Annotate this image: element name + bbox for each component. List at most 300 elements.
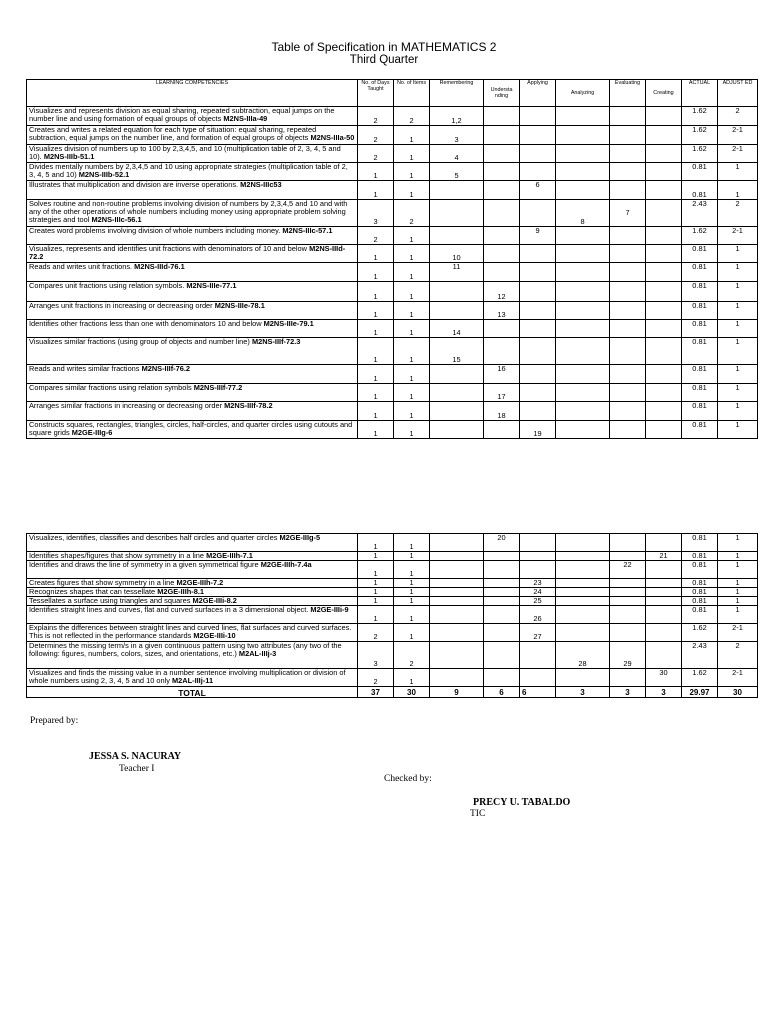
- remembering-cell: [430, 181, 484, 200]
- understanding-cell: [484, 579, 520, 588]
- days-cell: 2: [358, 145, 394, 163]
- competency-code: M2NS-IIIa-50: [310, 133, 355, 142]
- actual-cell: 2.43: [682, 642, 718, 669]
- days-cell: 1: [358, 282, 394, 302]
- items-cell: 2: [394, 642, 430, 669]
- understanding-cell: 16: [484, 365, 520, 384]
- analyzing-cell: [556, 245, 610, 263]
- analyzing-cell: [556, 606, 610, 624]
- understanding-cell: [484, 642, 520, 669]
- remembering-cell: 10: [430, 245, 484, 263]
- understanding-cell: [484, 597, 520, 606]
- remembering-cell: [430, 384, 484, 402]
- table-row: [27, 365, 758, 384]
- competency-cell: [27, 534, 358, 552]
- applying-cell: 6: [520, 181, 556, 200]
- days-cell: 1: [358, 163, 394, 181]
- adjusted-cell: 1: [718, 320, 758, 338]
- creating-cell: [646, 282, 682, 302]
- actual-cell: 0.81: [682, 402, 718, 421]
- analyzing-cell: [556, 163, 610, 181]
- adjusted-cell: 1: [718, 302, 758, 320]
- actual-cell: 0.81: [682, 534, 718, 552]
- evaluating-cell: [610, 282, 646, 302]
- adjusted-cell: 1: [718, 263, 758, 282]
- adjusted-cell: 2-1: [718, 227, 758, 245]
- col-header-remembering: Remembering: [430, 80, 484, 107]
- competency-cell: [27, 365, 358, 384]
- analyzing-cell: [556, 561, 610, 579]
- applying-cell: [520, 263, 556, 282]
- analyzing-cell: [556, 263, 610, 282]
- remembering-cell: [430, 302, 484, 320]
- adjusted-cell: 2-1: [718, 669, 758, 687]
- items-cell: 1: [394, 624, 430, 642]
- days-cell: 1: [358, 181, 394, 200]
- col-header-analyzing: Analyzing: [556, 80, 610, 107]
- competency-text: Visualizes, identifies, classifies and describes half circles and quarter circles: [29, 533, 278, 542]
- competency-text: Identifies other fractions less than one with denominators 10 and below: [29, 319, 262, 328]
- evaluating-cell: [610, 669, 646, 687]
- creating-cell: [646, 107, 682, 126]
- adjusted-cell: 1: [718, 421, 758, 439]
- evaluating-cell: [610, 606, 646, 624]
- evaluating-cell: 22: [610, 561, 646, 579]
- remembering-cell: 11: [430, 263, 484, 282]
- items-cell: 1: [394, 227, 430, 245]
- competency-text: Recognizes shapes that can tessellate: [29, 587, 156, 596]
- competency-text: Identifies straight lines and curves, flat and curved surfaces in a 3 dimensional object.: [29, 605, 309, 614]
- competency-text: Illustrates that multiplication and division are inverse operations.: [29, 180, 239, 189]
- total-items: 30: [394, 687, 430, 698]
- applying-cell: 24: [520, 588, 556, 597]
- actual-cell: 0.81: [682, 302, 718, 320]
- evaluating-cell: [610, 302, 646, 320]
- remembering-cell: [430, 624, 484, 642]
- actual-cell: 0.81: [682, 421, 718, 439]
- evaluating-cell: [610, 365, 646, 384]
- understanding-cell: [484, 263, 520, 282]
- competency-cell: [27, 200, 358, 227]
- items-cell: 1: [394, 145, 430, 163]
- evaluating-cell: [610, 145, 646, 163]
- remembering-cell: [430, 534, 484, 552]
- table-header-row: [27, 80, 758, 107]
- items-cell: 1: [394, 421, 430, 439]
- creating-cell: [646, 145, 682, 163]
- table-row: [27, 227, 758, 245]
- understanding-cell: [484, 421, 520, 439]
- applying-cell: 23: [520, 579, 556, 588]
- total-adjusted: 30: [718, 687, 758, 698]
- checker-title: TIC: [470, 809, 486, 819]
- adjusted-cell: 2-1: [718, 126, 758, 145]
- adjusted-cell: 1: [718, 534, 758, 552]
- total-evaluating: 3: [610, 687, 646, 698]
- remembering-cell: [430, 421, 484, 439]
- competency-text: Constructs squares, rectangles, triangles, circles, half-circles, and quarter circles using cutouts and square grids: [29, 420, 353, 437]
- competency-text: Creates and writes a related equation for each type of situation: equal sharing, repeated subtraction, equal jumps on the number line, and formation of equal groups of objects: [29, 125, 317, 142]
- applying-cell: [520, 561, 556, 579]
- analyzing-cell: [556, 534, 610, 552]
- items-cell: 1: [394, 163, 430, 181]
- items-cell: 1: [394, 402, 430, 421]
- table-row: [27, 163, 758, 181]
- days-cell: 1: [358, 263, 394, 282]
- competency-cell: [27, 579, 358, 588]
- days-cell: 1: [358, 402, 394, 421]
- creating-cell: [646, 320, 682, 338]
- evaluating-cell: [610, 402, 646, 421]
- applying-cell: 19: [520, 421, 556, 439]
- creating-cell: [646, 365, 682, 384]
- table-row: [27, 181, 758, 200]
- competency-code: M2NS-IIIb-52.1: [78, 170, 130, 179]
- table-row: [27, 624, 758, 642]
- remembering-cell: 5: [430, 163, 484, 181]
- applying-cell: [520, 302, 556, 320]
- competency-code: M2GE-IIIh-7.2: [176, 578, 224, 587]
- remembering-cell: [430, 606, 484, 624]
- analyzing-cell: [556, 384, 610, 402]
- col-header-actual: ACTUAL: [682, 80, 718, 107]
- days-cell: 2: [358, 624, 394, 642]
- days-cell: 1: [358, 320, 394, 338]
- items-cell: 1: [394, 579, 430, 588]
- total-understanding: 6: [484, 687, 520, 698]
- analyzing-cell: [556, 579, 610, 588]
- competency-cell: [27, 669, 358, 687]
- competency-code: M2NS-IIIf-78.2: [224, 401, 273, 410]
- analyzing-cell: [556, 365, 610, 384]
- analyzing-cell: 28: [556, 642, 610, 669]
- competency-cell: [27, 338, 358, 365]
- evaluating-cell: [610, 552, 646, 561]
- understanding-cell: [484, 181, 520, 200]
- analyzing-cell: [556, 402, 610, 421]
- days-cell: 1: [358, 365, 394, 384]
- table-row: [27, 320, 758, 338]
- understanding-cell: [484, 145, 520, 163]
- total-applying: 6: [520, 687, 556, 698]
- adjusted-cell: 2-1: [718, 624, 758, 642]
- evaluating-cell: [610, 624, 646, 642]
- analyzing-cell: [556, 669, 610, 687]
- competency-code: M2NS-IIIc53: [240, 180, 282, 189]
- adjusted-cell: 1: [718, 597, 758, 606]
- actual-cell: 1.62: [682, 669, 718, 687]
- table-row: [27, 282, 758, 302]
- items-cell: 1: [394, 384, 430, 402]
- items-cell: 1: [394, 263, 430, 282]
- actual-cell: 0.81: [682, 384, 718, 402]
- competency-text: Determines the missing term/s in a given continuous pattern using two attributes (any two of the following: figures, numbers, colors, sizes, and orientations, etc.): [29, 641, 342, 658]
- days-cell: 1: [358, 552, 394, 561]
- competency-code: M2NS-IIIe-79.1: [263, 319, 314, 328]
- items-cell: 1: [394, 561, 430, 579]
- competency-cell: [27, 624, 358, 642]
- table-row: [27, 606, 758, 624]
- analyzing-cell: [556, 338, 610, 365]
- days-cell: 1: [358, 245, 394, 263]
- competency-text: Visualizes and finds the missing value in a number sentence involving multiplication or division of whole numbers using 2, 3, 4, 5 and 10 only: [29, 668, 346, 685]
- adjusted-cell: 2: [718, 200, 758, 227]
- understanding-cell: [484, 126, 520, 145]
- days-cell: 3: [358, 642, 394, 669]
- competency-cell: [27, 421, 358, 439]
- checker-name: PRECY U. TABALDO: [473, 797, 571, 808]
- applying-cell: [520, 126, 556, 145]
- remembering-cell: [430, 669, 484, 687]
- remembering-cell: [430, 402, 484, 421]
- items-cell: 1: [394, 365, 430, 384]
- applying-cell: [520, 163, 556, 181]
- col-header-applying: Applying: [520, 80, 556, 107]
- competency-code: M2GE-IIIi-10: [193, 631, 236, 640]
- creating-cell: [646, 181, 682, 200]
- actual-cell: 0.81: [682, 588, 718, 597]
- actual-cell: 0.81: [682, 163, 718, 181]
- competency-cell: [27, 245, 358, 263]
- adjusted-cell: 1: [718, 245, 758, 263]
- col-header-creating: Creating: [646, 80, 682, 107]
- competency-code: M2GE-IIIi-8.2: [192, 596, 237, 605]
- adjusted-cell: 1: [718, 552, 758, 561]
- items-cell: 1: [394, 552, 430, 561]
- days-cell: 1: [358, 421, 394, 439]
- remembering-cell: [430, 597, 484, 606]
- competency-cell: [27, 181, 358, 200]
- applying-cell: [520, 282, 556, 302]
- competency-code: M2NS-IIIf-72.3: [251, 337, 301, 346]
- understanding-cell: 20: [484, 534, 520, 552]
- total-days: 37: [358, 687, 394, 698]
- items-cell: 1: [394, 282, 430, 302]
- competency-cell: [27, 107, 358, 126]
- actual-cell: 0.81: [682, 338, 718, 365]
- understanding-cell: 13: [484, 302, 520, 320]
- days-cell: 2: [358, 669, 394, 687]
- competency-text: Compares similar fractions using relation symbols: [29, 383, 192, 392]
- col-header-items: No. of Items: [394, 80, 430, 107]
- analyzing-cell: [556, 126, 610, 145]
- competency-text: Arranges similar fractions in increasing or decreasing order: [29, 401, 223, 410]
- competency-text: Reads and writes unit fractions.: [29, 262, 133, 271]
- competency-code: M2NS-IIIc-57.1: [282, 226, 333, 235]
- analyzing-cell: [556, 588, 610, 597]
- adjusted-cell: 1: [718, 282, 758, 302]
- preparer-title: Teacher I: [119, 764, 155, 774]
- total-analyzing: 3: [556, 687, 610, 698]
- understanding-cell: [484, 624, 520, 642]
- col-header-competency: LEARNING COMPETENCIES: [27, 80, 358, 107]
- understanding-cell: [484, 227, 520, 245]
- remembering-cell: 4: [430, 145, 484, 163]
- evaluating-cell: [610, 263, 646, 282]
- actual-cell: 2.43: [682, 200, 718, 227]
- adjusted-cell: 1: [718, 163, 758, 181]
- actual-cell: 0.81: [682, 606, 718, 624]
- actual-cell: 0.81: [682, 320, 718, 338]
- items-cell: 1: [394, 534, 430, 552]
- actual-cell: 0.81: [682, 579, 718, 588]
- creating-cell: [646, 402, 682, 421]
- applying-cell: 27: [520, 624, 556, 642]
- creating-cell: 30: [646, 669, 682, 687]
- competency-text: Compares unit fractions using relation symbols.: [29, 281, 185, 290]
- creating-cell: [646, 338, 682, 365]
- competency-code: M2NS-IIIe-78.1: [214, 301, 265, 310]
- evaluating-cell: 29: [610, 642, 646, 669]
- table-row: [27, 107, 758, 126]
- document-title: Table of Specification in MATHEMATICS 2: [271, 40, 497, 54]
- understanding-cell: [484, 163, 520, 181]
- competency-cell: [27, 227, 358, 245]
- remembering-cell: [430, 365, 484, 384]
- applying-cell: 25: [520, 597, 556, 606]
- applying-cell: [520, 642, 556, 669]
- table-row: [27, 402, 758, 421]
- competency-cell: [27, 384, 358, 402]
- understanding-cell: [484, 200, 520, 227]
- understanding-cell: [484, 320, 520, 338]
- creating-cell: [646, 126, 682, 145]
- adjusted-cell: 1: [718, 365, 758, 384]
- days-cell: 2: [358, 107, 394, 126]
- creating-cell: [646, 263, 682, 282]
- competency-code: M2NS-IIIf-77.2: [193, 383, 243, 392]
- items-cell: 1: [394, 181, 430, 200]
- evaluating-cell: [610, 126, 646, 145]
- analyzing-cell: [556, 302, 610, 320]
- applying-cell: [520, 402, 556, 421]
- evaluating-cell: [610, 338, 646, 365]
- creating-cell: [646, 227, 682, 245]
- competency-text: Visualizes similar fractions (using group of objects and number line): [29, 337, 250, 346]
- items-cell: 1: [394, 126, 430, 145]
- analyzing-cell: [556, 597, 610, 606]
- table-row: [27, 579, 758, 588]
- remembering-cell: [430, 579, 484, 588]
- prepared-by-label: Prepared by:: [30, 716, 79, 726]
- days-cell: 2: [358, 126, 394, 145]
- table-row: [27, 421, 758, 439]
- items-cell: 2: [394, 200, 430, 227]
- remembering-cell: [430, 561, 484, 579]
- competency-text: Explains the differences between straight lines and curved lines, flat surfaces and curved surfaces. This is not reflected in the performance standards: [29, 623, 352, 640]
- competency-code: M2NS-IIIa-49: [223, 114, 268, 123]
- document-subtitle: Third Quarter: [349, 54, 419, 66]
- applying-cell: [520, 534, 556, 552]
- evaluating-cell: [610, 421, 646, 439]
- creating-cell: [646, 245, 682, 263]
- adjusted-cell: 1: [718, 579, 758, 588]
- creating-cell: [646, 579, 682, 588]
- analyzing-cell: [556, 145, 610, 163]
- items-cell: 1: [394, 669, 430, 687]
- competency-code: M2GE-IIIh-8.1: [157, 587, 205, 596]
- items-cell: 1: [394, 245, 430, 263]
- applying-cell: [520, 552, 556, 561]
- analyzing-cell: [556, 227, 610, 245]
- items-cell: 1: [394, 338, 430, 365]
- competency-cell: [27, 126, 358, 145]
- adjusted-cell: 1: [718, 338, 758, 365]
- analyzing-cell: [556, 107, 610, 126]
- adjusted-cell: 2-1: [718, 145, 758, 163]
- understanding-cell: 12: [484, 282, 520, 302]
- total-remembering: 9: [430, 687, 484, 698]
- remembering-cell: 15: [430, 338, 484, 365]
- evaluating-cell: [610, 597, 646, 606]
- competency-text: Visualizes, represents and identifies unit fractions with denominators of 10 and below: [29, 244, 307, 253]
- days-cell: 1: [358, 384, 394, 402]
- actual-cell: 0.81: [682, 245, 718, 263]
- competency-code: M2NS-IIIe-77.1: [186, 281, 237, 290]
- competency-cell: [27, 552, 358, 561]
- table-row: [27, 263, 758, 282]
- creating-cell: [646, 606, 682, 624]
- creating-cell: [646, 597, 682, 606]
- table-row: [27, 534, 758, 552]
- competency-code: M2NS-IIId-72.2: [29, 244, 346, 261]
- competency-code: M2NS-IIIb-51.1: [43, 152, 95, 161]
- applying-cell: [520, 365, 556, 384]
- table-row: [27, 384, 758, 402]
- understanding-cell: [484, 561, 520, 579]
- preparer-name: JESSA S. NACURAY: [89, 751, 182, 762]
- adjusted-cell: 2: [718, 642, 758, 669]
- competency-text: Creates figures that show symmetry in a line: [29, 578, 175, 587]
- specification-table-part2: [26, 533, 758, 698]
- remembering-cell: 3: [430, 126, 484, 145]
- competency-text: Tessellates a surface using triangles and squares: [29, 596, 191, 605]
- evaluating-cell: [610, 534, 646, 552]
- understanding-cell: [484, 245, 520, 263]
- applying-cell: 26: [520, 606, 556, 624]
- items-cell: 1: [394, 320, 430, 338]
- understanding-cell: [484, 606, 520, 624]
- total-row: [27, 687, 758, 698]
- days-cell: 1: [358, 338, 394, 365]
- analyzing-cell: [556, 282, 610, 302]
- competency-text: Solves routine and non-routine problems involving division of numbers by 2,3,4,5 and 10 and with any of the other operations of whole numbers including money using appropriate problem solving strategies and tool: [29, 199, 348, 224]
- evaluating-cell: [610, 384, 646, 402]
- days-cell: 3: [358, 200, 394, 227]
- evaluating-cell: [610, 181, 646, 200]
- creating-cell: [646, 200, 682, 227]
- remembering-cell: 1,2: [430, 107, 484, 126]
- days-cell: 1: [358, 561, 394, 579]
- evaluating-cell: 7: [610, 200, 646, 227]
- table-row: [27, 552, 758, 561]
- analyzing-cell: 8: [556, 200, 610, 227]
- competency-cell: [27, 597, 358, 606]
- applying-cell: [520, 145, 556, 163]
- remembering-cell: [430, 200, 484, 227]
- competency-text: Visualizes and represents division as equal sharing, repeated subtraction, equal jumps on the number line and using formation of equal groups of objects: [29, 106, 335, 123]
- table-row: [27, 588, 758, 597]
- understanding-cell: [484, 338, 520, 365]
- actual-cell: 1.62: [682, 227, 718, 245]
- actual-cell: 0.81: [682, 561, 718, 579]
- actual-cell: 0.81: [682, 552, 718, 561]
- analyzing-cell: [556, 320, 610, 338]
- analyzing-cell: [556, 552, 610, 561]
- applying-cell: [520, 107, 556, 126]
- understanding-cell: [484, 669, 520, 687]
- remembering-cell: [430, 588, 484, 597]
